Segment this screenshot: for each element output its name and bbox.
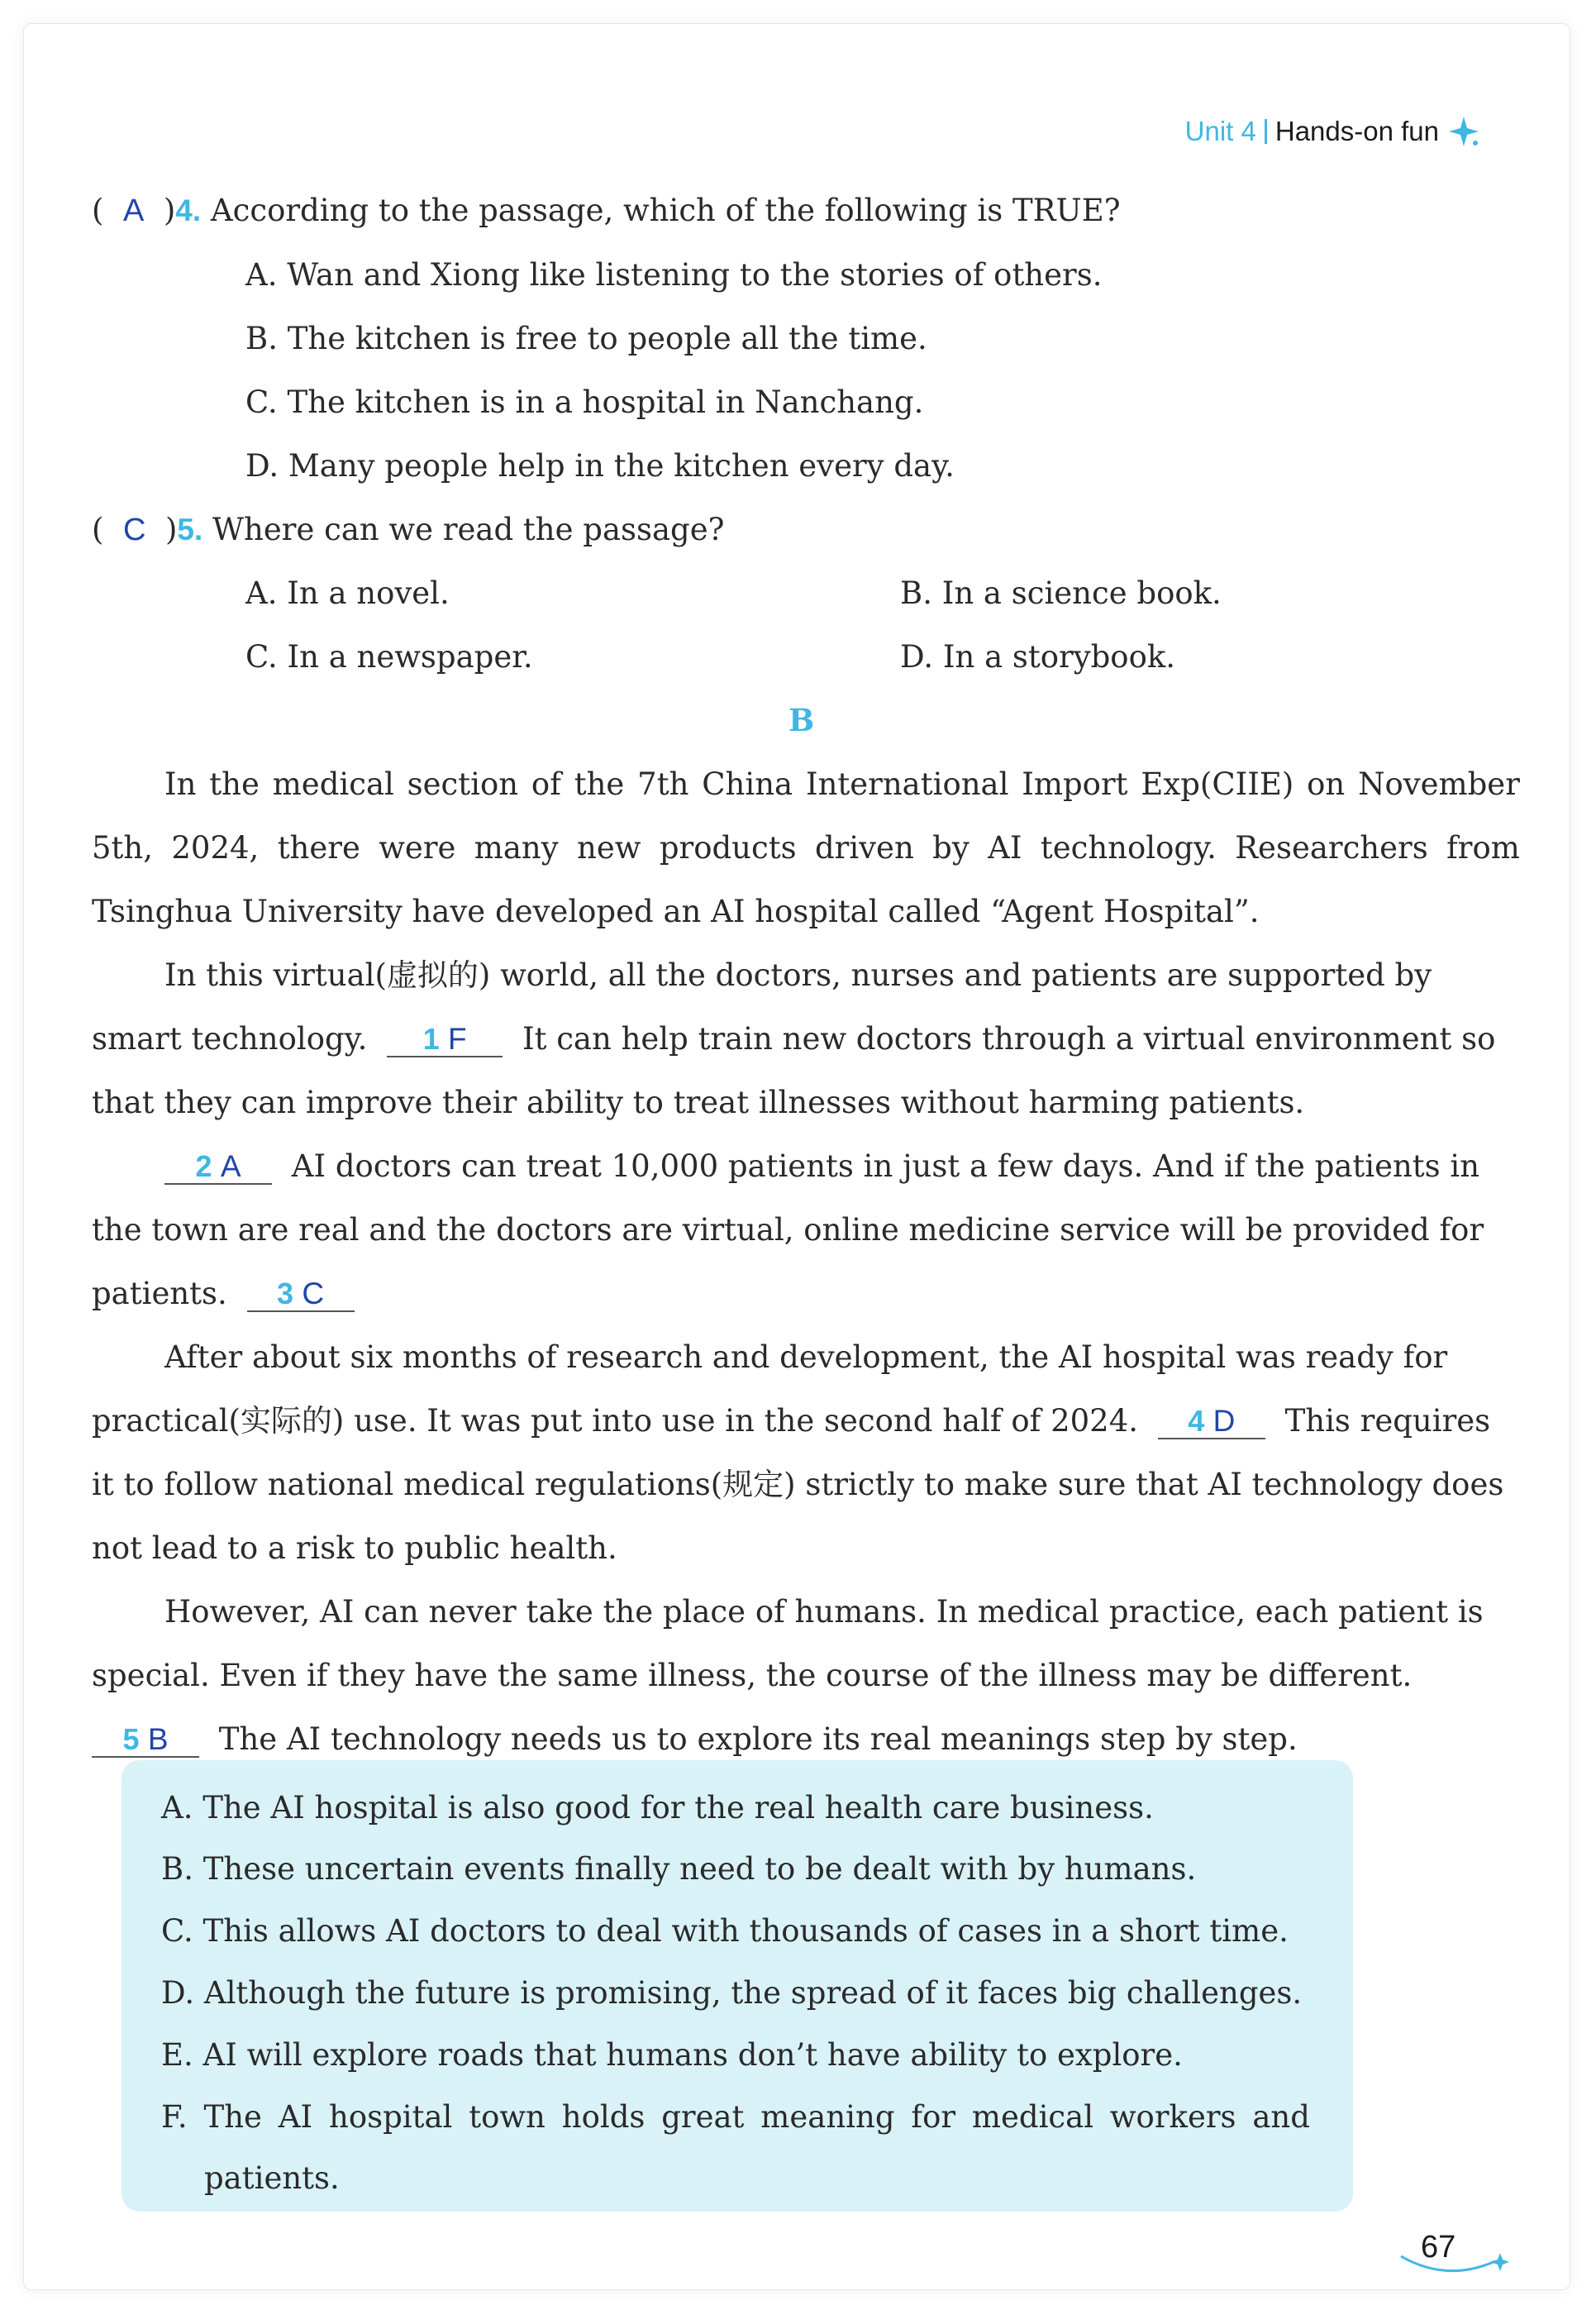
choice-b: B. These uncertain events finally need to be dealt with by humans. <box>161 1851 1197 1887</box>
p1-line-2: 5th, 2024, there were many new products driven by AI technology. Researchers from <box>92 830 1520 866</box>
qnum-5: 5. <box>177 513 203 546</box>
question-5: ( C )5. Where can we read the passage? <box>92 512 725 547</box>
blank-5 <box>92 1723 199 1758</box>
q5-option-a: A. In a novel. <box>245 575 450 611</box>
page-number-text: 67 <box>1421 2230 1456 2265</box>
choice-a: A. The AI hospital is also good for the real health care business. <box>161 1790 1154 1826</box>
p4-line-1: After about six months of research and development, the AI hospital was ready for <box>164 1339 1448 1375</box>
blank-1-number: 1 <box>422 1022 440 1056</box>
blank-4-answer: D <box>1212 1404 1236 1438</box>
p5-line-2: special. Even if they have the same illness, the course of the illness may be different. <box>92 1658 1413 1693</box>
workbook-page <box>23 23 1570 2290</box>
header-divider <box>1265 119 1267 144</box>
blank-5-answer: B <box>147 1722 169 1756</box>
q4-option-a: A. Wan and Xiong like listening to the stories of others. <box>245 257 1103 293</box>
blank-2-answer: A <box>220 1149 241 1183</box>
running-header <box>1185 115 1480 148</box>
q4-option-b: B. The kitchen is free to people all the time. <box>245 321 927 356</box>
blank-2 <box>164 1150 272 1185</box>
p4-line-4: not lead to a risk to public health. <box>92 1530 617 1566</box>
p5-line-3-post: The AI technology needs us to explore its real meanings step by step. <box>218 1721 1298 1757</box>
p4-line-2 <box>92 1401 1490 1441</box>
blank-3-answer: C <box>302 1277 325 1310</box>
p5-line-3 <box>92 1720 1298 1759</box>
unit-label: Unit 4 <box>1184 116 1256 146</box>
question-4: ( A )4. According to the passage, which of the following is TRUE? <box>92 193 1121 228</box>
choice-c: C. This allows AI doctors to deal with thousands of cases in a short time. <box>161 1913 1289 1949</box>
p2-line-1: In this virtual(虚拟的) world, all the doctors, nurses and patients are supported by <box>164 957 1432 993</box>
p3-line-2: the town are real and the doctors are virtual, online medicine service will be provided for <box>92 1212 1484 1248</box>
page-swoosh-icon <box>1398 2246 1513 2279</box>
answer-q5: C <box>122 513 146 547</box>
p3-line-1 <box>164 1147 1479 1186</box>
p4-line-3: it to follow national medical regulations(规定) strictly to make sure that AI technology does <box>92 1467 1504 1502</box>
p1-line-1: In the medical section of the 7th China International Import Exp(CIIE) on November <box>164 766 1520 802</box>
p2-line-3: that they can improve their ability to treat illnesses without harming patients. <box>92 1085 1305 1120</box>
p3-line-3 <box>92 1274 355 1314</box>
q5-option-c: C. In a newspaper. <box>245 639 533 675</box>
page-number <box>1421 2230 1455 2265</box>
p3-line-3-pre: patients. <box>92 1276 227 1311</box>
q5-stem: Where can we read the passage? <box>212 512 725 547</box>
choice-f-continued: patients. <box>204 2160 340 2196</box>
p2-line-2-post: It can help train new doctors through a virtual environment so <box>522 1021 1496 1057</box>
p2-line-2 <box>92 1019 1495 1059</box>
q5-option-d: D. In a storybook. <box>900 639 1176 675</box>
p1-line-3: Tsinghua University have developed an AI hospital called “Agent Hospital”. <box>92 894 1260 929</box>
blank-5-number: 5 <box>122 1722 140 1756</box>
blank-1-answer: F <box>448 1022 467 1056</box>
p4-line-2-pre: practical(实际的) use. It was put into use in the second half of 2024. <box>92 1403 1139 1439</box>
blank-1 <box>387 1023 503 1057</box>
q4-option-d: D. Many people help in the kitchen every day. <box>245 448 955 484</box>
sparkle-icon <box>1447 115 1480 148</box>
blank-4-number: 4 <box>1188 1404 1205 1438</box>
q4-option-c: C. The kitchen is in a hospital in Nanchang. <box>245 384 924 420</box>
p5-line-1: However, AI can never take the place of humans. In medical practice, each patient is <box>164 1594 1484 1630</box>
blank-4 <box>1158 1405 1265 1439</box>
p3-line-1-post: AI doctors can treat 10,000 patients in just a few days. And if the patients in <box>291 1148 1480 1184</box>
qnum-4: 4. <box>175 193 202 227</box>
blank-2-number: 2 <box>195 1149 212 1183</box>
choice-f: F. The AI hospital town holds great meaning for medical workers and <box>161 2099 1310 2135</box>
p4-line-2-post: This requires <box>1284 1403 1491 1439</box>
choice-e: E. AI will explore roads that humans don’t have ability to explore. <box>161 2037 1183 2073</box>
q5-option-b: B. In a science book. <box>900 575 1222 611</box>
section-b-heading: B <box>788 702 815 738</box>
blank-3-number: 3 <box>277 1277 294 1310</box>
answer-q4: A <box>122 193 145 228</box>
choices-box <box>121 1760 1353 2212</box>
unit-title: Hands-on fun <box>1274 116 1439 146</box>
choice-d: D. Although the future is promising, the spread of it faces big challenges. <box>161 1975 1303 2011</box>
blank-3 <box>247 1277 355 1312</box>
p2-line-2-pre: smart technology. <box>92 1021 368 1057</box>
q4-stem: According to the passage, which of the following is TRUE? <box>210 193 1121 228</box>
